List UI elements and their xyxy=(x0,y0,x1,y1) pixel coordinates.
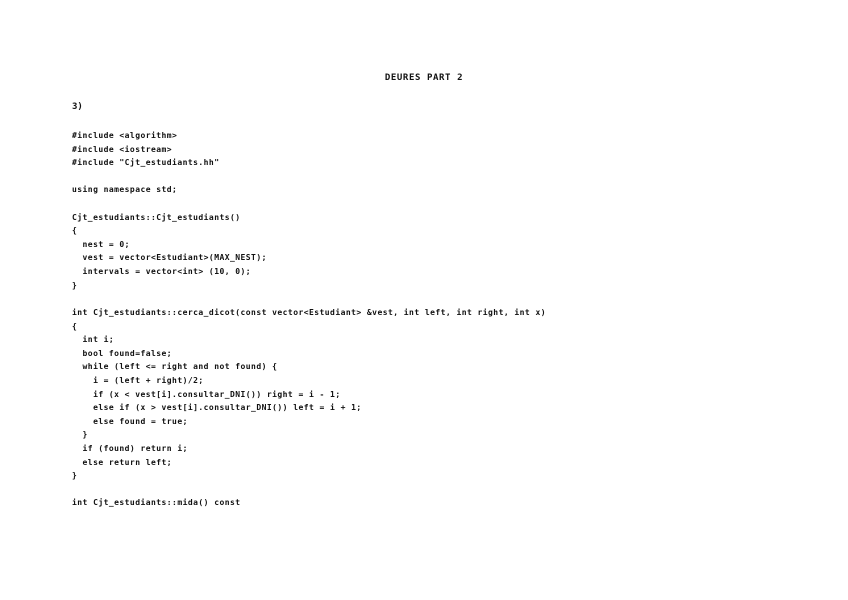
code-line xyxy=(72,483,546,497)
code-line xyxy=(72,197,546,211)
code-line: if (x < vest[i].consultar_DNI()) right = i - 1; xyxy=(72,389,341,399)
code-line: nest = 0; xyxy=(72,239,130,249)
code-line: vest = vector<Estudiant>(MAX_NEST); xyxy=(72,253,267,263)
code-line: #include "Cjt_estudiants.hh" xyxy=(72,158,220,168)
code-line: #include <iostream> xyxy=(72,144,173,154)
code-line: int i; xyxy=(72,335,115,345)
code-line: if (found) return i; xyxy=(72,444,188,454)
code-line: Cjt_estudiants::Cjt_estudiants() xyxy=(72,212,241,222)
section-label: 3) xyxy=(72,102,83,112)
code-line: { xyxy=(72,226,78,236)
code-line: intervals = vector<int> (10, 0); xyxy=(72,267,252,277)
code-line: else if (x > vest[i].consultar_DNI()) left = i + 1; xyxy=(72,403,362,413)
code-line: int Cjt_estudiants::cerca_dicot(const vector<Estudiant> &vest, int left, int right, int x) xyxy=(72,307,546,317)
code-line: else found = true; xyxy=(72,416,188,426)
code-line: while (left <= right and not found) { xyxy=(72,362,278,372)
code-line: bool found=false; xyxy=(72,348,173,358)
document-title: DEURES PART 2 xyxy=(384,73,464,83)
code-line: int Cjt_estudiants::mida() const xyxy=(72,498,241,508)
code-line: else return left; xyxy=(72,457,173,467)
code-line xyxy=(72,292,546,306)
code-line: } xyxy=(72,280,78,290)
code-line: i = (left + right)/2; xyxy=(72,375,204,385)
code-line: #include <algorithm> xyxy=(72,131,178,140)
code-line: } xyxy=(72,430,88,440)
code-block xyxy=(72,129,546,510)
code-line: using namespace std; xyxy=(72,185,178,195)
code-line xyxy=(72,170,546,184)
code-line: { xyxy=(72,321,78,331)
code-line: } xyxy=(72,471,78,481)
